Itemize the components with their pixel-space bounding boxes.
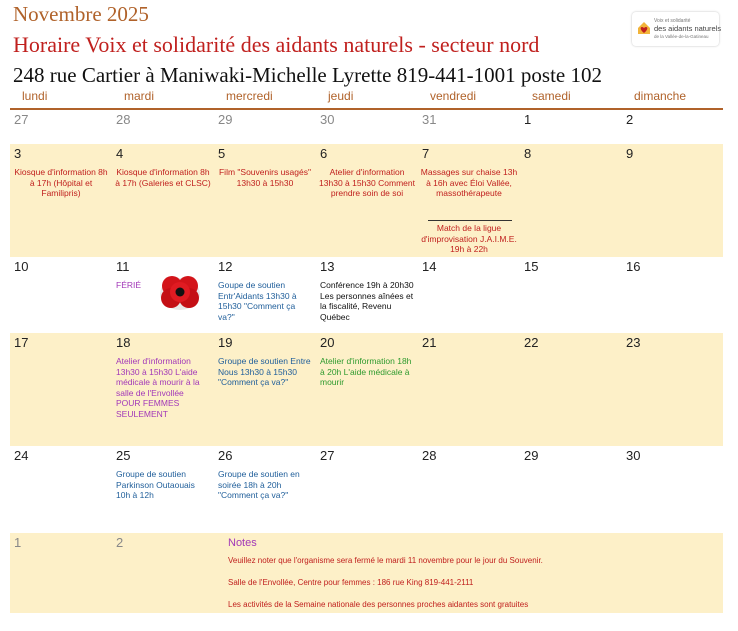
day-number: 7	[422, 146, 430, 161]
poppy-icon	[158, 270, 202, 314]
address-line: 248 rue Cartier à Maniwaki-Michelle Lyrette 819-441-1001 poste 102	[13, 63, 603, 87]
day-cell[interactable]	[520, 446, 622, 533]
day-number: 16	[626, 259, 641, 274]
day-cell[interactable]	[10, 533, 112, 613]
day-number: 3	[14, 146, 22, 161]
day-cell[interactable]	[622, 257, 724, 333]
event-text: FÉRIÉ	[116, 280, 142, 290]
logo-line-2: des aidants naturels	[654, 24, 722, 33]
day-cell[interactable]	[520, 144, 622, 257]
week-row	[10, 446, 723, 533]
day-number: 11	[116, 259, 130, 274]
day-number: 8	[524, 146, 532, 161]
logo-line-1: Voix et solidarité	[654, 18, 691, 24]
event-text: Atelier d'information 18h à 20h L'aide médicale à mourir	[320, 356, 412, 387]
day-cell[interactable]	[112, 110, 214, 144]
weekday-thu: jeudi	[328, 89, 354, 103]
logo-line-3: de la Vallée-de-la-Gatineau	[654, 34, 709, 39]
weekday-sat: samedi	[532, 89, 571, 103]
day-number: 26	[218, 448, 233, 463]
day-number: 29	[524, 448, 539, 463]
day-cell[interactable]	[316, 257, 418, 333]
day-cell[interactable]	[622, 446, 724, 533]
day-number: 20	[320, 335, 335, 350]
event-text: Film "Souvenirs usagés" 13h30 à 15h30	[218, 167, 311, 188]
day-number: 29	[218, 112, 233, 127]
day-cell[interactable]	[10, 110, 112, 144]
day-cell[interactable]	[316, 144, 418, 257]
day-cell[interactable]	[10, 333, 112, 446]
day-number: 22	[524, 335, 539, 350]
day-number: 12	[218, 259, 233, 274]
weekday-tue: mardi	[124, 89, 155, 103]
day-cell[interactable]	[112, 446, 214, 533]
month-title: Novembre 2025	[13, 2, 149, 26]
day-cell[interactable]	[316, 333, 418, 446]
day-number: 30	[626, 448, 641, 463]
day-number: 28	[116, 112, 131, 127]
week-row	[10, 110, 723, 144]
event-separator	[428, 220, 512, 221]
event-text: Conférence 19h à 20h30 Les personnes aînées et la fiscalité, Revenu Québec	[320, 280, 414, 322]
event-text: Groupe de soutien Parkinson Outaouais 10h à 12h	[116, 469, 195, 500]
day-cell[interactable]	[418, 110, 520, 144]
day-cell[interactable]	[112, 144, 214, 257]
day-cell[interactable]	[418, 333, 520, 446]
day-cell[interactable]	[10, 144, 112, 257]
day-cell[interactable]	[418, 446, 520, 533]
day-number: 21	[422, 335, 437, 350]
day-number: 27	[320, 448, 335, 463]
day-cell[interactable]	[520, 110, 622, 144]
day-number: 25	[116, 448, 131, 463]
day-number: 14	[422, 259, 437, 274]
day-number: 1	[14, 535, 22, 550]
note-line: Veuillez noter que l'organisme sera fermé le mardi 11 novembre pour le jour du Souvenir.	[228, 556, 543, 565]
organization-logo	[632, 12, 722, 46]
day-cell[interactable]	[520, 257, 622, 333]
day-cell[interactable]	[214, 446, 316, 533]
day-number: 1	[524, 112, 532, 127]
day-number: 13	[320, 259, 335, 274]
day-number: 4	[116, 146, 124, 161]
weekday-mon: lundi	[22, 89, 48, 103]
day-number: 5	[218, 146, 226, 161]
event-text: Kiosque d'information 8h à 17h (Hôpital et Familipris)	[14, 167, 108, 198]
weekday-wed: mercredi	[226, 89, 273, 103]
note-line: Salle de l'Envollée, Centre pour femmes : 186 rue King 819-441-2111	[228, 578, 474, 587]
event-text: Atelier d'information 13h30 à 15h30 Comment prendre soin de soi	[319, 167, 415, 198]
day-cell[interactable]	[214, 110, 316, 144]
event-text: Goupe de soutien Entr'Aidants 13h30 à 15h30 "Comment ça va?"	[218, 280, 297, 322]
note-line: Les activités de la Semaine nationale des personnes proches aidantes sont gratuites	[228, 600, 529, 609]
week-row	[10, 144, 723, 257]
event-text: Massages sur chaise 13h à 16h avec Éloi Vallée, massothérapeute	[420, 167, 518, 198]
day-cell[interactable]	[10, 446, 112, 533]
day-number: 6	[320, 146, 328, 161]
day-cell[interactable]	[622, 110, 724, 144]
logo-heart-house-icon	[637, 21, 651, 35]
day-cell[interactable]	[622, 333, 724, 446]
event-text: Kiosque d'information 8h à 17h (Galeries et CLSC)	[115, 167, 211, 188]
day-cell[interactable]	[520, 333, 622, 446]
day-cell[interactable]	[316, 446, 418, 533]
day-number: 2	[626, 112, 634, 127]
weekday-sun: dimanche	[634, 89, 687, 103]
day-number: 19	[218, 335, 233, 350]
day-number: 31	[422, 112, 437, 127]
day-number: 2	[116, 535, 124, 550]
day-number: 24	[14, 448, 29, 463]
day-number: 15	[524, 259, 539, 274]
day-number: 23	[626, 335, 641, 350]
weekday-fri: vendredi	[430, 89, 477, 103]
event-text: Match de la ligue d'improvisation J.A.I.M.E. 19h à 22h	[421, 223, 517, 254]
week-row	[10, 257, 723, 333]
event-text: Groupe de soutien en soirée 18h à 20h "Comment ça va?"	[218, 469, 300, 500]
day-cell[interactable]	[214, 144, 316, 257]
day-number: 28	[422, 448, 437, 463]
notes-title: Notes	[228, 537, 257, 549]
day-cell[interactable]	[622, 144, 724, 257]
day-number: 27	[14, 112, 29, 127]
day-cell[interactable]	[418, 257, 520, 333]
day-number: 18	[116, 335, 131, 350]
day-cell[interactable]	[112, 533, 214, 613]
day-cell[interactable]	[418, 144, 520, 257]
event-text: Atelier d'information 13h30 à 15h30 L'aide médicale à mourir à la salle de l'Envollée POUR FEMMES SEULEMENT	[116, 356, 200, 419]
day-number: 30	[320, 112, 335, 127]
day-cell[interactable]	[214, 333, 316, 446]
day-cell[interactable]	[214, 257, 316, 333]
week-row	[10, 333, 723, 446]
day-cell[interactable]	[112, 333, 214, 446]
day-cell[interactable]	[10, 257, 112, 333]
page-title: Horaire Voix et solidarité des aidants naturels - secteur nord	[13, 32, 540, 57]
day-number: 17	[14, 335, 29, 350]
day-number: 10	[14, 259, 29, 274]
day-cell[interactable]	[316, 110, 418, 144]
day-number: 9	[626, 146, 634, 161]
event-text: Groupe de soutien Entre Nous 13h30 à 15h30 "Comment ça va?"	[218, 356, 311, 387]
